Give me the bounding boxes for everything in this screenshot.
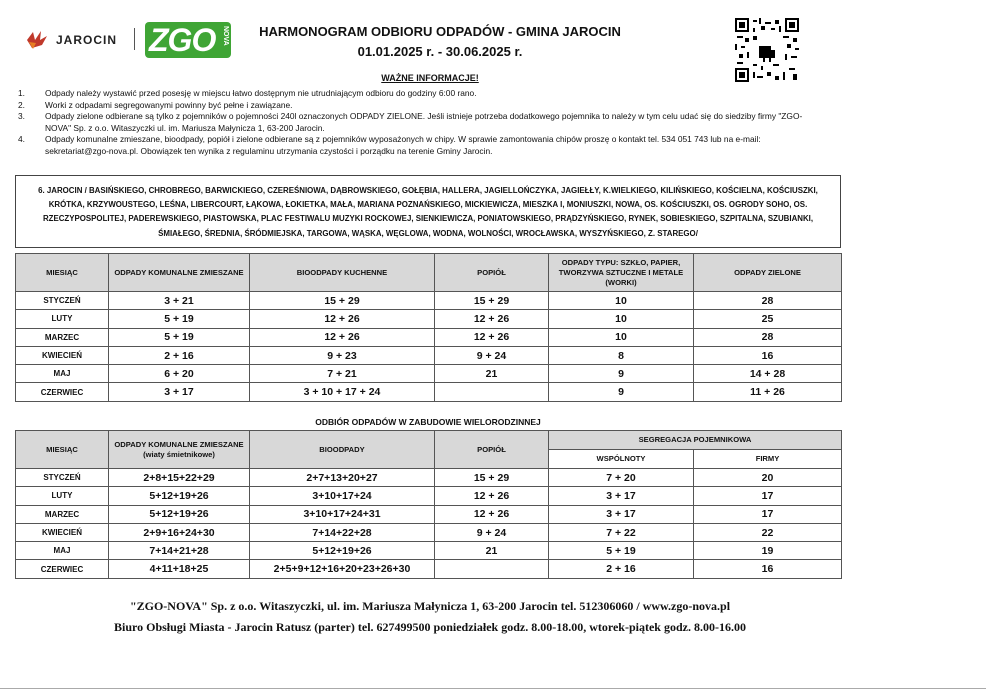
- date-cell: 7 + 20: [549, 469, 694, 487]
- date-cell: 21: [435, 365, 549, 383]
- date-cell: 12 + 26: [435, 310, 549, 328]
- document-title: [240, 22, 640, 62]
- street-list-panel: [15, 175, 841, 248]
- multifamily-title: ODBIÓR ODPADÓW W ZABUDOWIE WIELORODZINNEJ: [315, 417, 541, 427]
- logo-divider: [134, 28, 135, 50]
- date-cell: 10: [549, 292, 694, 310]
- date-cell: 3 + 17: [549, 505, 694, 523]
- date-cell: 16: [694, 560, 842, 578]
- date-cell: 5 + 19: [109, 328, 250, 346]
- info-item: [18, 134, 818, 157]
- nova-logo-text: NOVA: [222, 26, 229, 46]
- jarocin-logo-text: JAROCIN: [56, 33, 118, 47]
- date-cell: 15 + 29: [250, 292, 435, 310]
- info-item-number: 3.: [18, 111, 25, 122]
- table-row: [16, 560, 842, 578]
- date-cell: 2+7+13+20+27: [250, 469, 435, 487]
- date-cell: 3+10+17+24+31: [250, 505, 435, 523]
- col-mixed-waste: ODPADY KOMUNALNE ZMIESZANE (wiaty śmietnikowe): [109, 431, 250, 469]
- title-line-1: HARMONOGRAM ODBIORU ODPADÓW - GMINA JAROCIN: [259, 24, 621, 39]
- date-cell: 9: [549, 365, 694, 383]
- col-companies: FIRMY: [694, 450, 842, 469]
- date-cell: 7 + 22: [549, 523, 694, 541]
- zgo-nova-logo: [145, 22, 231, 58]
- date-cell: 19: [694, 542, 842, 560]
- col-ash: POPIÓŁ: [435, 431, 549, 469]
- table-row: [16, 328, 842, 346]
- month-cell: STYCZEŃ: [16, 292, 109, 310]
- table-row: [16, 310, 842, 328]
- info-item-number: 4.: [18, 134, 25, 145]
- zgo-logo-text: ZGO: [149, 22, 216, 58]
- month-cell: CZERWIEC: [16, 383, 109, 401]
- info-item-text: Worki z odpadami segregowanymi powinny być pełne i zawiązane.: [45, 99, 293, 110]
- date-cell: 21: [435, 542, 549, 560]
- bottom-divider: [0, 688, 986, 689]
- info-item: [18, 100, 818, 112]
- month-cell: MAJ: [16, 542, 109, 560]
- date-cell: 5+12+19+26: [109, 505, 250, 523]
- title-date-range: 01.01.2025 r. - 30.06.2025 r.: [357, 44, 523, 59]
- table-row: [16, 542, 842, 560]
- date-cell: 10: [549, 310, 694, 328]
- month-cell: MAJ: [16, 365, 109, 383]
- date-cell: 7+14+22+28: [250, 523, 435, 541]
- date-cell: 2+8+15+22+29: [109, 469, 250, 487]
- date-cell: 28: [694, 292, 842, 310]
- month-cell: KWIECIEŃ: [16, 346, 109, 364]
- date-cell: 6 + 20: [109, 365, 250, 383]
- footer-office-line: Biuro Obsługi Miasta - Jarocin Ratusz (parter) tel. 627499500 poniedziałek godz. 8.00-18.00, wtorek-piątek godz. 8.00-16.00: [114, 620, 746, 634]
- date-cell: 5 + 19: [109, 310, 250, 328]
- date-cell: 9 + 24: [435, 346, 549, 364]
- date-cell: 14 + 28: [694, 365, 842, 383]
- col-ash: POPIÓŁ: [435, 254, 549, 292]
- date-cell: 2+5+9+12+16+20+23+26+30: [250, 560, 435, 578]
- table-row: [16, 365, 842, 383]
- jarocin-crest-icon: [24, 28, 50, 52]
- date-cell: 5+12+19+26: [250, 542, 435, 560]
- col-mixed-waste: ODPADY KOMUNALNE ZMIESZANE: [109, 254, 250, 292]
- date-cell: 9 + 23: [250, 346, 435, 364]
- month-cell: CZERWIEC: [16, 560, 109, 578]
- date-cell: 2+9+16+24+30: [109, 523, 250, 541]
- info-item: [18, 88, 818, 100]
- schedule-table-single-family: [15, 253, 842, 402]
- date-cell: 2 + 16: [549, 560, 694, 578]
- month-cell: LUTY: [16, 487, 109, 505]
- date-cell: 11 + 26: [694, 383, 842, 401]
- jarocin-logo: [24, 27, 139, 53]
- date-cell: 7+14+21+28: [109, 542, 250, 560]
- col-kitchen-bio: BIOODPADY KUCHENNE: [250, 254, 435, 292]
- schedule-table-multi-family: [15, 430, 842, 579]
- table-row: [16, 346, 842, 364]
- date-cell: 9 + 24: [435, 523, 549, 541]
- date-cell: 20: [694, 469, 842, 487]
- date-cell: 12 + 26: [250, 328, 435, 346]
- col-segregation: SEGREGACJA POJEMNIKOWA: [549, 431, 842, 450]
- date-cell: 16: [694, 346, 842, 364]
- important-info-list: [18, 88, 818, 158]
- date-cell: 5 + 19: [549, 542, 694, 560]
- date-cell: 15 + 29: [435, 292, 549, 310]
- date-cell: 3 + 17: [549, 487, 694, 505]
- date-cell: [435, 560, 549, 578]
- date-cell: 28: [694, 328, 842, 346]
- date-cell: 17: [694, 487, 842, 505]
- month-cell: KWIECIEŃ: [16, 523, 109, 541]
- col-bio: BIOODPADY: [250, 431, 435, 469]
- date-cell: 9: [549, 383, 694, 401]
- month-cell: STYCZEŃ: [16, 469, 109, 487]
- table-row: [16, 505, 842, 523]
- col-month: MIESIĄC: [16, 431, 109, 469]
- date-cell: 3 + 17: [109, 383, 250, 401]
- date-cell: 8: [549, 346, 694, 364]
- table-row: [16, 383, 842, 401]
- date-cell: 12 + 26: [435, 487, 549, 505]
- month-cell: MARZEC: [16, 505, 109, 523]
- info-item-number: 1.: [18, 88, 25, 98]
- info-item-text: Odpady zielone odbierane są tylko z pojemników o pojemności 240l oznaczonych ODPADY ZIELONE. Jeśli istnieje potrzeba dodatkowego pojemnika to należy w tym celu udać się do siedziby firmy "ZGO-NOVA" Sp. z o.o. Witaszyczki ul. im. Mariusza Małynicza 1, 63-200 Jarocin.: [45, 111, 803, 133]
- info-item-text: Odpady należy wystawić przed posesję w miejscu łatwo dostępnym nie utrudniającym odbioru do godziny 6:00 rano.: [45, 88, 477, 98]
- date-cell: 10: [549, 328, 694, 346]
- date-cell: 3 + 10 + 17 + 24: [250, 383, 435, 401]
- info-item-number: 2.: [18, 99, 25, 110]
- table-row: [16, 523, 842, 541]
- col-shared: WSPÓLNOTY: [549, 450, 694, 469]
- date-cell: 15 + 29: [435, 469, 549, 487]
- important-info-heading: WAŻNE INFORMACJE!: [381, 73, 479, 83]
- date-cell: 4+11+18+25: [109, 560, 250, 578]
- col-green-waste: ODPADY ZIELONE: [694, 254, 842, 292]
- date-cell: 3+10+17+24: [250, 487, 435, 505]
- date-cell: 12 + 26: [250, 310, 435, 328]
- month-cell: LUTY: [16, 310, 109, 328]
- date-cell: [435, 383, 549, 401]
- info-item: [18, 111, 818, 134]
- footer: [0, 596, 860, 638]
- date-cell: 25: [694, 310, 842, 328]
- date-cell: 5+12+19+26: [109, 487, 250, 505]
- header: [0, 0, 986, 72]
- month-cell: MARZEC: [16, 328, 109, 346]
- date-cell: 7 + 21: [250, 365, 435, 383]
- date-cell: 17: [694, 505, 842, 523]
- table-row: [16, 292, 842, 310]
- date-cell: 2 + 16: [109, 346, 250, 364]
- footer-company-line: "ZGO-NOVA" Sp. z o.o. Witaszyczki, ul. im. Mariusza Małynicza 1, 63-200 Jarocin tel. 512306060 / www.zgo-nova.pl: [129, 599, 731, 613]
- table-row: [16, 469, 842, 487]
- street-list: 6. JAROCIN / BASIŃSKIEGO, CHROBREGO, BARWICKIEGO, CZEREŚNIOWA, DĄBROWSKIEGO, GOŁĘBIA, HALLERA, JAGIELLOŃCZYKA, JAGIEŁŁY, K.WIELKIEGO, KILIŃSKIEGO, KOŚCIELNA, KOŚCIUSZKI, KRÓTKA, KRZYWOUSTEGO, LEŚNA, LIBERCOURT, ŁĄKOWA, ŁOKIETKA, MAŁA, MARIANA POZNAŃSKIEGO, MICKIEWICZA, MIESZKA I, MONIUSZKI, NOWA, OS. KOŚCIUSZKI, OS. OGRODY SOHO, OS. RZECZYPOSPOLITEJ, PADEREWSKIEGO, PIASTOWSKA, PLAC FESTIWALU MUZYKI ROCKOWEJ, SIENKIEWICZA, PONIATOWSKIEGO, PRĄDZYŃSKIEGO, RYNEK, SOBIESKIEGO, SZPITALNA, SZUBIANKI, ŚMIAŁEGO, ŚREDNIA, ŚRÓDMIEJSKA, TARGOWA, WĄSKA, WĘGLOWA, WODNA, WOLNOŚCI, WROCŁAWSKA, WYSZYŃSKIEGO, Z. STAREGO/: [38, 186, 818, 238]
- date-cell: 12 + 26: [435, 328, 549, 346]
- table-row: [16, 487, 842, 505]
- col-month: MIESIĄC: [16, 254, 109, 292]
- date-cell: 12 + 26: [435, 505, 549, 523]
- date-cell: 22: [694, 523, 842, 541]
- col-recyclables: ODPADY TYPU: SZKŁO, PAPIER, TWORZYWA SZTUCZNE I METALE (WORKI): [549, 254, 694, 292]
- date-cell: 3 + 21: [109, 292, 250, 310]
- info-item-text: Odpady komunalne zmieszane, bioodpady, popiół i zielone odbierane są z pojemników wyposażonych w chipy. W sprawie zamontowania chipów proszę o kontakt tel. 534 051 743 lub na e-mail: sekretariat@zgo-nova.pl. Obowiązek ten wynika z regulaminu utrzymania czystości i porządku na terenie Gminy Jarocin.: [45, 134, 761, 156]
